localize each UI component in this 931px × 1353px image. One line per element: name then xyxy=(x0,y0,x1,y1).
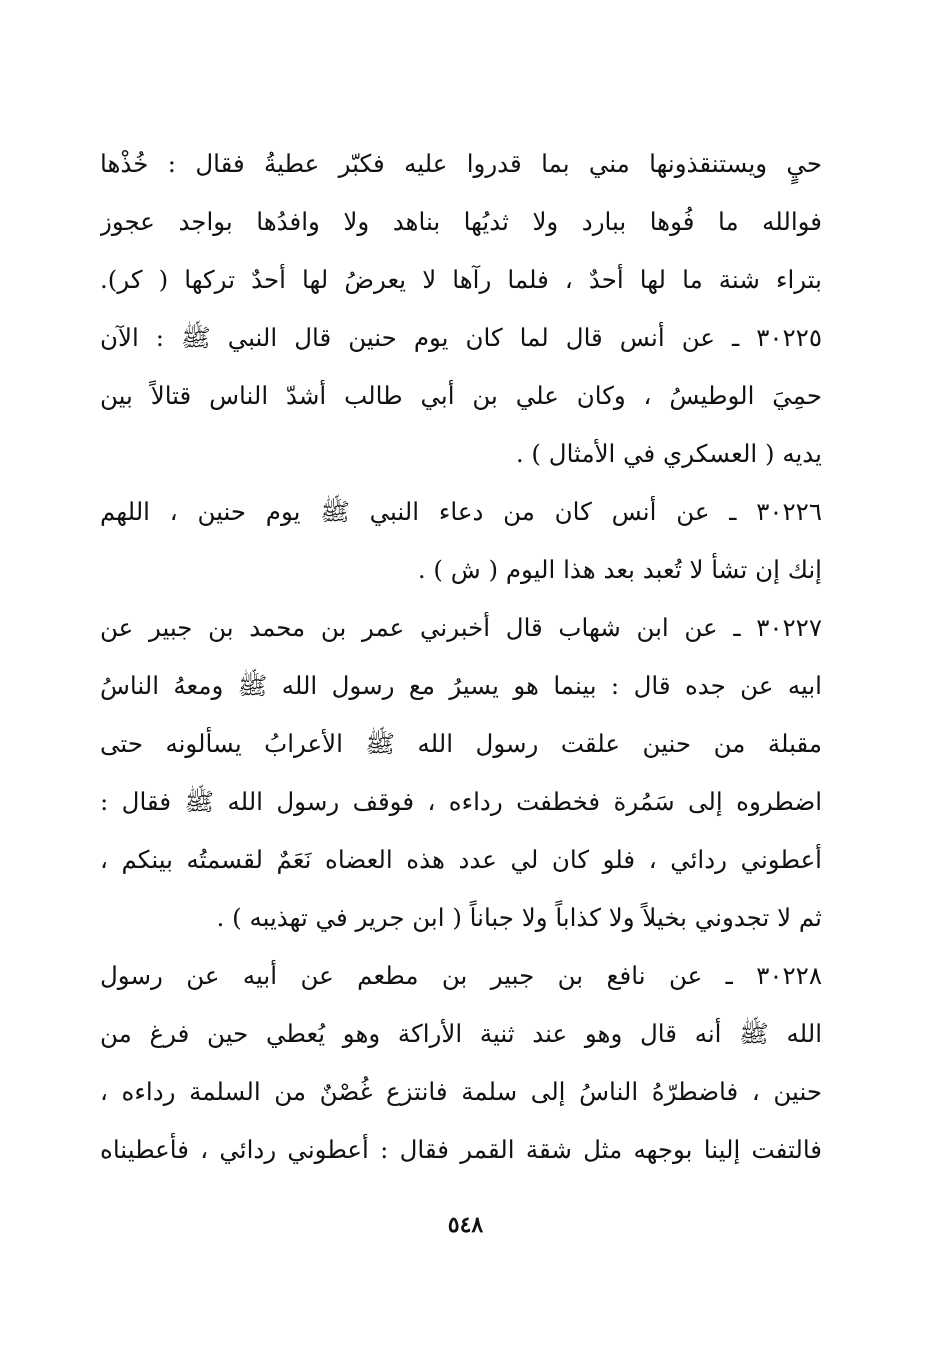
text-line: فوالله ما فُوها ببارد ولا ثديُها بناهد ولا وافدُها بواجد عجوز xyxy=(100,207,822,236)
text-line: إنك إن تشأ لا تُعبد بعد هذا اليوم ( ش ) . xyxy=(417,555,822,584)
text-line: اضطروه إلى سَمُرة فخطفت رداءه ، فوقف رسول الله ﷺ فقال : xyxy=(100,787,822,816)
hadith-30228-start: ٣٠٢٢٨ ـ عن نافع بن جبير بن مطعم عن أبيه عن رسول xyxy=(100,961,822,990)
text-line: ثم لا تجدوني بخيلاً ولا كذاباً ولا جباناً ( ابن جرير في تهذيبه ) . xyxy=(216,903,822,932)
page-body-text xyxy=(100,135,822,1179)
text-line: الله ﷺ أنه قال وهو عند ثنية الأراكة وهو يُعطي حين فرغ من xyxy=(100,1019,822,1048)
text-line: حيٍ ويستنقذونها مني بما قدروا عليه فكبّر عطيةُ فقال : خُذْها xyxy=(100,149,822,178)
text-line: مقبلة من حنين علقت رسول الله ﷺ الأعرابُ يسألونه حتى xyxy=(100,729,822,758)
text-line: ابيه عن جده قال : بينما هو يسيرُ مع رسول الله ﷺ ومعهُ الناسُ xyxy=(100,671,822,700)
hadith-30227-start: ٣٠٢٢٧ ـ عن ابن شهاب قال أخبرني عمر بن محمد بن جبير عن xyxy=(100,613,822,642)
hadith-30226-start: ٣٠٢٢٦ ـ عن أنس كان من دعاء النبي ﷺ يوم حنين ، اللهم xyxy=(100,497,822,526)
text-line: أعطوني ردائي ، فلو كان لي عدد هذه العضاه نَعَمٌ لقسمتُه بينكم ، xyxy=(100,845,822,874)
text-line: يديه ( العسكري في الأمثال ) . xyxy=(515,439,822,468)
text-line: حنين ، فاضطرّهُ الناسُ إلى سلمة فانتزع غُصْنٌ من السلمة رداءه ، xyxy=(100,1077,822,1106)
text-line: فالتفت إلينا بوجهه مثل شقة القمر فقال : أعطوني ردائي ، فأعطيناه xyxy=(100,1135,822,1164)
text-line: حمِيَ الوطيسُ ، وكان علي بن أبي طالب أشدّ الناس قتالاً بين xyxy=(100,381,822,410)
hadith-30225-start: ٣٠٢٢٥ ـ عن أنس قال لما كان يوم حنين قال النبي ﷺ : الآن xyxy=(100,323,822,352)
page-number: ٥٤٨ xyxy=(447,1212,484,1238)
text-line: بتراء شنة ما لها أحدٌ ، فلما رآها لا يعرضُ لها أحدٌ تركها ( كر). xyxy=(100,265,822,294)
